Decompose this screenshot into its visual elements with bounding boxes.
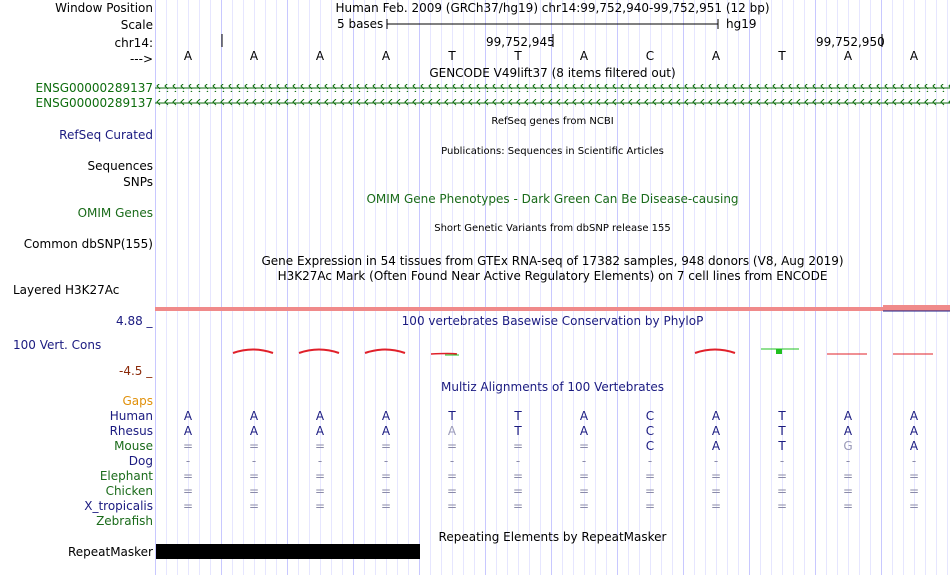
sequences-track-title[interactable]: Publications: Sequences in Scientific Articles	[441, 146, 664, 157]
aligned-base: A	[843, 424, 853, 438]
aligned-base: =	[446, 499, 458, 513]
aligned-base: T	[778, 409, 786, 423]
repeat-label[interactable]: RepeatMasker	[67, 545, 153, 559]
aligned-base: A	[579, 424, 589, 438]
multiz-track-title[interactable]: Multiz Alignments of 100 Vertebrates	[440, 380, 665, 394]
aligned-base: =	[512, 499, 524, 513]
h3k27-label[interactable]: Layered H3K27Ac	[13, 283, 120, 297]
aligned-base: -	[779, 454, 785, 468]
aligned-base: =	[842, 499, 854, 513]
species-label-human[interactable]: Human	[109, 409, 153, 423]
reference-base: A	[381, 49, 391, 63]
aligned-base: =	[578, 469, 590, 483]
repeat-track-title[interactable]: Repeating Elements by RepeatMasker	[438, 530, 667, 544]
h3k27-track-title[interactable]: H3K27Ac Mark (Often Found Near Active Regulatory Elements) on 7 cell lines from ENCODE	[277, 269, 828, 283]
aligned-base: =	[182, 484, 194, 498]
aligned-base: =	[182, 439, 194, 453]
aligned-base: -	[713, 454, 719, 468]
omim-track-title[interactable]: OMIM Gene Phenotypes - Dark Green Can Be Disease-causing	[366, 192, 739, 206]
species-label-zebrafish[interactable]: Zebrafish	[96, 514, 153, 528]
aligned-base: =	[776, 499, 788, 513]
aligned-base: =	[710, 484, 722, 498]
gaps-label[interactable]: Gaps	[122, 394, 153, 408]
aligned-base: =	[314, 484, 326, 498]
aligned-base: A	[909, 439, 919, 453]
strand-label: --->	[129, 52, 153, 66]
gencode-gene-label-1[interactable]: ENSG00000289137	[35, 81, 153, 95]
dbsnp-track-title[interactable]: Short Genetic Variants from dbSNP release 155	[434, 223, 671, 234]
aligned-base: =	[578, 499, 590, 513]
aligned-base: =	[908, 469, 920, 483]
scale-bar	[386, 17, 720, 31]
coord-tick-950	[880, 34, 884, 48]
aligned-base: -	[647, 454, 653, 468]
aligned-base: A	[315, 409, 325, 423]
reference-base: T	[514, 49, 522, 63]
aligned-base: =	[446, 469, 458, 483]
aligned-base: =	[248, 499, 260, 513]
aligned-base: A	[909, 424, 919, 438]
reference-base: T	[448, 49, 456, 63]
aligned-base: =	[380, 499, 392, 513]
aligned-base: =	[578, 439, 590, 453]
aligned-base: =	[644, 469, 656, 483]
gtex-track-title[interactable]: Gene Expression in 54 tissues from GTEx RNA-seq of 17382 samples, 948 donors (V8, Aug 2019)	[261, 254, 844, 268]
aligned-base: =	[710, 469, 722, 483]
reference-base: A	[249, 49, 259, 63]
window-position-label: Window Position	[55, 1, 153, 15]
aligned-base: =	[908, 484, 920, 498]
aligned-base: C	[645, 424, 655, 438]
scale-text: 5 bases	[337, 17, 384, 31]
species-label-chicken[interactable]: Chicken	[105, 484, 153, 498]
aligned-base: T	[448, 409, 456, 423]
species-label-dog[interactable]: Dog	[128, 454, 153, 468]
aligned-base: =	[314, 439, 326, 453]
reference-base: A	[909, 49, 919, 63]
aligned-base: A	[711, 409, 721, 423]
aligned-base: =	[776, 484, 788, 498]
aligned-base: T	[514, 424, 522, 438]
aligned-base: A	[249, 409, 259, 423]
aligned-base: C	[645, 439, 655, 453]
aligned-base: =	[710, 499, 722, 513]
aligned-base: =	[512, 469, 524, 483]
aligned-base: =	[446, 484, 458, 498]
aligned-base: =	[248, 469, 260, 483]
reference-base: A	[843, 49, 853, 63]
aligned-base: -	[515, 454, 521, 468]
aligned-base: A	[381, 409, 391, 423]
phylop-max-label: 4.88 _	[116, 314, 153, 328]
coord-label-950: 99,752,950	[816, 35, 885, 49]
aligned-base: A	[183, 424, 193, 438]
species-label-x_tropicalis[interactable]: X_tropicalis	[84, 499, 153, 513]
aligned-base: -	[383, 454, 389, 468]
coord-tick-945	[551, 34, 555, 48]
reference-base: A	[183, 49, 193, 63]
aligned-base: A	[711, 424, 721, 438]
aligned-base: -	[845, 454, 851, 468]
aligned-base: A	[249, 424, 259, 438]
aligned-base: =	[644, 499, 656, 513]
aligned-base: =	[908, 499, 920, 513]
aligned-base: -	[581, 454, 587, 468]
aligned-base: A	[447, 424, 457, 438]
aligned-base: C	[645, 409, 655, 423]
sequences-label[interactable]: Sequences	[87, 159, 153, 173]
aligned-base: A	[183, 409, 193, 423]
aligned-base: =	[380, 484, 392, 498]
aligned-base: -	[449, 454, 455, 468]
refseq-label[interactable]: RefSeq Curated	[59, 128, 153, 142]
aligned-base: A	[909, 409, 919, 423]
aligned-base: A	[381, 424, 391, 438]
species-label-elephant[interactable]: Elephant	[99, 469, 153, 483]
coord-tick-left	[220, 34, 224, 48]
snps-label[interactable]: SNPs	[123, 175, 153, 189]
aligned-base: =	[182, 469, 194, 483]
reference-base: C	[645, 49, 655, 63]
aligned-base: A	[315, 424, 325, 438]
aligned-base: -	[251, 454, 257, 468]
aligned-base: =	[512, 439, 524, 453]
aligned-base: T	[514, 409, 522, 423]
coord-label-945: 99,752,945	[486, 35, 555, 49]
aligned-base: =	[314, 469, 326, 483]
h3k27-signal	[155, 305, 950, 313]
omim-label[interactable]: OMIM Genes	[77, 206, 153, 220]
aligned-base: G	[843, 439, 853, 453]
reference-base: A	[711, 49, 721, 63]
aligned-base: =	[248, 439, 260, 453]
aligned-base: =	[314, 499, 326, 513]
aligned-base: =	[182, 499, 194, 513]
gencode-gene-label-2[interactable]: ENSG00000289137	[35, 96, 153, 110]
aligned-base: =	[578, 484, 590, 498]
aligned-base: A	[711, 439, 721, 453]
aligned-base: A	[579, 409, 589, 423]
reference-base: A	[579, 49, 589, 63]
species-label-mouse[interactable]: Mouse	[114, 439, 153, 453]
aligned-base: =	[842, 484, 854, 498]
aligned-base: T	[778, 424, 786, 438]
aligned-base: =	[380, 439, 392, 453]
phylop-label[interactable]: 100 Vert. Cons	[13, 338, 102, 352]
phylop-signal[interactable]	[155, 340, 950, 360]
aligned-base: =	[644, 484, 656, 498]
chrom-label: chr14:	[114, 36, 153, 50]
aligned-base: T	[778, 439, 786, 453]
aligned-base: A	[843, 409, 853, 423]
aligned-base: -	[317, 454, 323, 468]
dbsnp-label[interactable]: Common dbSNP(155)	[23, 237, 153, 251]
window-position-text[interactable]: Human Feb. 2009 (GRCh37/hg19) chr14:99,752,940-99,752,951 (12 bp)	[335, 1, 770, 15]
aligned-base: -	[185, 454, 191, 468]
refseq-track-title[interactable]: RefSeq genes from NCBI	[491, 116, 614, 127]
phylop-track-title[interactable]: 100 vertebrates Basewise Conservation by PhyloP	[401, 314, 704, 328]
aligned-base: =	[248, 484, 260, 498]
gencode-track-title[interactable]: GENCODE V49lift37 (8 items filtered out)	[429, 66, 676, 80]
phylop-min-label: -4.5 _	[119, 364, 153, 378]
aligned-base: -	[911, 454, 917, 468]
gencode-gene-features[interactable]	[155, 82, 950, 112]
aligned-base: =	[842, 469, 854, 483]
reference-base: A	[315, 49, 325, 63]
repeat-element-block[interactable]	[156, 544, 420, 559]
scale-label: Scale	[120, 18, 153, 32]
aligned-base: =	[776, 469, 788, 483]
aligned-base: =	[446, 439, 458, 453]
reference-base: T	[778, 49, 786, 63]
aligned-base: =	[380, 469, 392, 483]
species-label-rhesus[interactable]: Rhesus	[109, 424, 153, 438]
aligned-base: =	[512, 484, 524, 498]
scale-assembly: hg19	[726, 17, 757, 31]
